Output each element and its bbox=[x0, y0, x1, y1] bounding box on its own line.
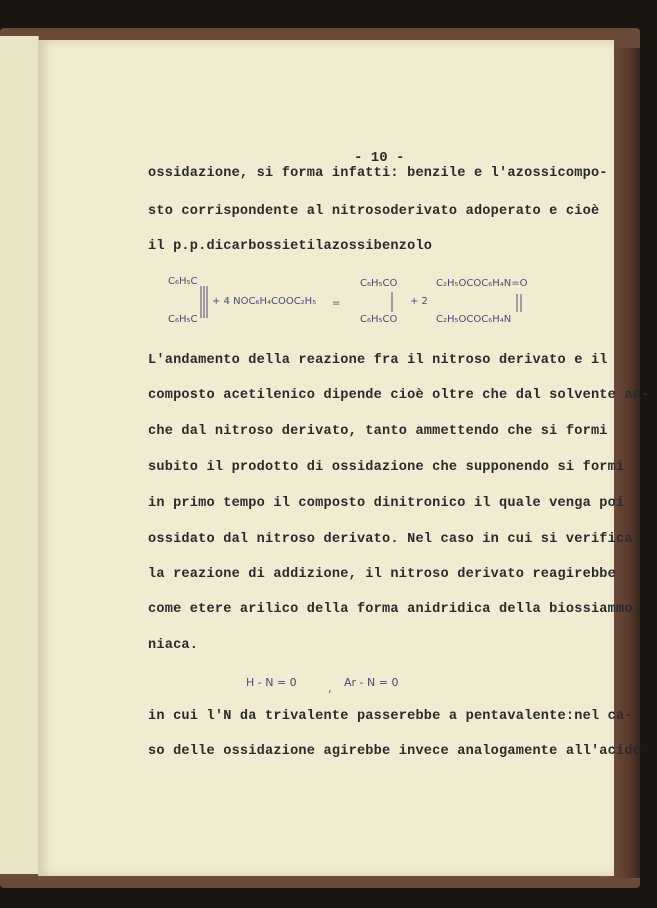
text-line-11: come etere arilico della forma anidridica della biossiammo- bbox=[148, 602, 642, 617]
document-page bbox=[38, 40, 650, 876]
eq2-formula-2: Ar - N = 0 bbox=[344, 676, 399, 689]
eq1-product-top: C₆H₅CO bbox=[360, 278, 398, 289]
text-line-6: che dal nitroso derivato, tanto ammettendo che si formi bbox=[148, 424, 608, 439]
text-line-2: sto corrispondente al nitrosoderivato adoperato e cioè bbox=[148, 204, 600, 219]
eq1-single-bond-icon bbox=[388, 290, 396, 314]
eq1-product-bottom: C₆H₅CO bbox=[360, 314, 398, 325]
text-line-1: ossidazione, si forma infatti: benzile e l'azossicompo- bbox=[148, 166, 608, 181]
text-line-7: subito il prodotto di ossidazione che supponendo si formi bbox=[148, 460, 625, 475]
text-line-5: composto acetilenico dipende cioè oltre che dal solvente an- bbox=[148, 388, 650, 403]
text-line-4: L'andamento della reazione fra il nitroso derivato e il bbox=[148, 353, 608, 368]
page-number: - 10 - bbox=[354, 150, 405, 166]
eq1-reactant-top: C₆H₅C bbox=[168, 276, 198, 287]
text-line-9: ossidato dal nitroso derivato. Nel caso in cui si verifica bbox=[148, 532, 633, 547]
eq2-formula-1: H - N = 0 bbox=[246, 676, 297, 689]
eq1-reactant-bottom: C₆H₅C bbox=[168, 314, 198, 325]
eq1-equals: = bbox=[332, 298, 341, 309]
text-line-8: in primo tempo il composto dinitronico il quale venga poi bbox=[148, 496, 625, 511]
left-page-sliver bbox=[0, 36, 39, 874]
text-line-14: so delle ossidazione agirebbe invece analogamente all'acido bbox=[148, 744, 642, 759]
text-line-13: in cui l'N da trivalente passerebbe a pentavalente:nel ca- bbox=[148, 709, 633, 724]
text-line-10: la reazione di addizione, il nitroso derivato reagirebbe bbox=[148, 567, 617, 582]
eq1-product2-top: C₂H₅OCOC₆H₄N=O bbox=[436, 278, 528, 289]
text-line-3: il p.p.dicarbossietilazossibenzolo bbox=[148, 239, 433, 254]
eq1-reagent: + 4 NOC₆H₄COOC₂H₅ bbox=[212, 296, 317, 307]
eq1-double-bond-icon bbox=[514, 292, 524, 314]
eq1-plus-two: + 2 bbox=[410, 296, 428, 307]
eq1-triple-bond-icon bbox=[198, 284, 210, 320]
eq2-separator: , bbox=[328, 682, 332, 695]
text-line-12: niaca. bbox=[148, 638, 199, 653]
eq1-product2-bottom: C₂H₅OCOC₆H₄N bbox=[436, 314, 512, 325]
